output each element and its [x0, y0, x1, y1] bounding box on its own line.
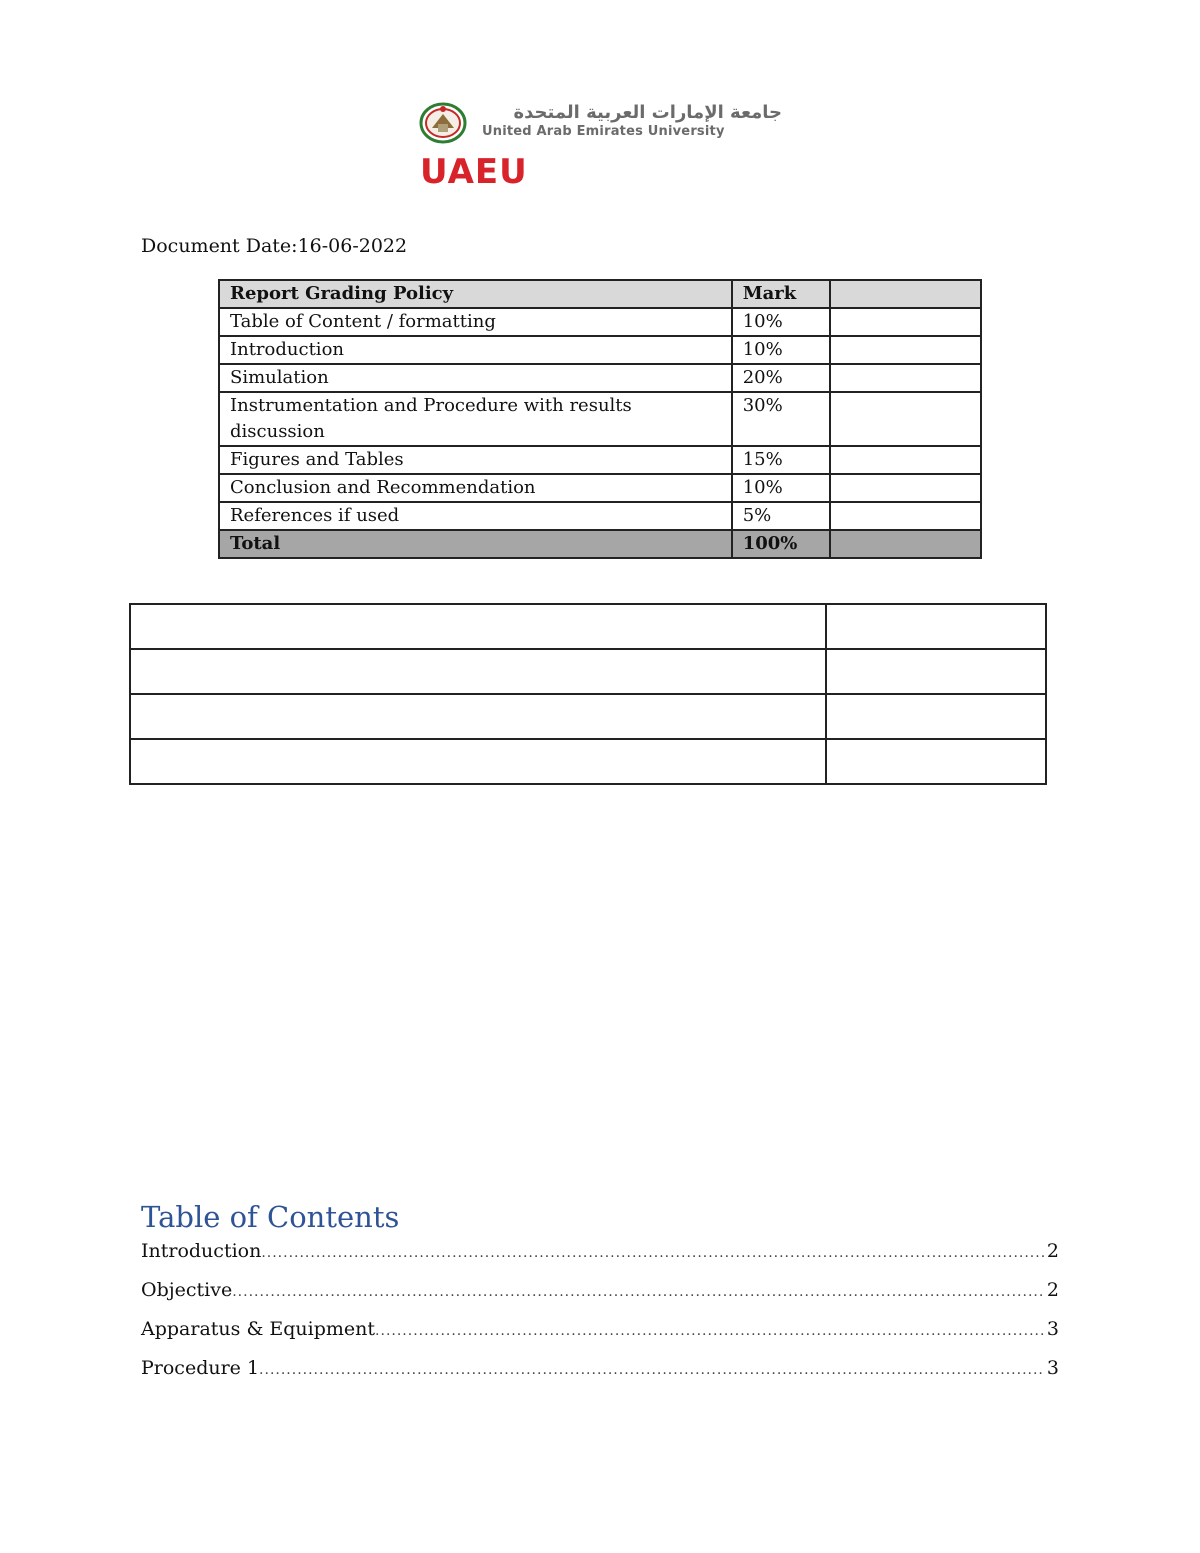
row-item: Conclusion and Recommendation	[219, 474, 732, 502]
toc-leader	[232, 1279, 1045, 1301]
row-score	[830, 364, 981, 392]
toc-entry-label: Objective	[141, 1279, 233, 1301]
table-row	[130, 694, 1046, 739]
table-total-row	[219, 530, 981, 558]
row-item: Instrumentation and Procedure with results discussion	[219, 392, 732, 446]
row-mark: 10%	[732, 474, 830, 502]
toc-entry[interactable]	[141, 1279, 1059, 1318]
table-row	[219, 364, 981, 392]
row-score	[830, 474, 981, 502]
logo-english-name: United Arab Emirates University	[482, 124, 725, 139]
toc-entry-page: 2	[1046, 1240, 1059, 1262]
header-mark: Mark	[732, 280, 830, 308]
table-row	[219, 474, 981, 502]
toc-entry-page: 3	[1046, 1318, 1059, 1340]
row-mark: 30%	[732, 392, 830, 446]
empty-cell	[826, 649, 1046, 694]
table-row	[219, 392, 981, 446]
row-score	[830, 392, 981, 446]
row-item: Simulation	[219, 364, 732, 392]
row-score	[830, 502, 981, 530]
empty-cell	[130, 604, 826, 649]
row-score	[830, 336, 981, 364]
logo-arabic-name: جامعة الإمارات العربية المتحدة	[513, 102, 782, 123]
toc-entry-label: Apparatus & Equipment	[141, 1318, 376, 1340]
toc-entry[interactable]	[141, 1318, 1059, 1357]
row-item: Introduction	[219, 336, 732, 364]
table-row	[219, 336, 981, 364]
total-score	[830, 530, 981, 558]
row-mark: 10%	[732, 336, 830, 364]
grading-policy-table	[218, 279, 982, 559]
total-label: Total	[219, 530, 732, 558]
toc-leader	[375, 1318, 1045, 1340]
header-score	[830, 280, 981, 308]
empty-cell	[130, 694, 826, 739]
row-score	[830, 308, 981, 336]
row-item: References if used	[219, 502, 732, 530]
empty-cell	[826, 694, 1046, 739]
table-row	[130, 604, 1046, 649]
row-mark: 10%	[732, 308, 830, 336]
table-of-contents	[141, 1240, 1059, 1396]
toc-entry[interactable]	[141, 1357, 1059, 1396]
toc-leader	[261, 1240, 1045, 1262]
row-mark: 15%	[732, 446, 830, 474]
empty-cell	[130, 649, 826, 694]
logo-acronym: UAEU	[420, 152, 528, 192]
table-row	[130, 649, 1046, 694]
table-row	[219, 502, 981, 530]
table-row	[130, 739, 1046, 784]
row-mark: 5%	[732, 502, 830, 530]
empty-cell	[826, 739, 1046, 784]
toc-entry-label: Introduction	[141, 1240, 262, 1262]
university-emblem-icon	[418, 102, 468, 144]
empty-cell	[130, 739, 826, 784]
header-policy: Report Grading Policy	[219, 280, 732, 308]
row-score	[830, 446, 981, 474]
toc-leader	[259, 1357, 1045, 1379]
table-header-row	[219, 280, 981, 308]
uaeu-logo	[416, 100, 796, 200]
document-date: Document Date:16-06-2022	[141, 235, 408, 257]
toc-entry-page: 2	[1046, 1279, 1059, 1301]
empty-cell	[826, 604, 1046, 649]
toc-entry[interactable]	[141, 1240, 1059, 1279]
toc-entry-page: 3	[1046, 1357, 1059, 1379]
toc-entry-label: Procedure 1	[141, 1357, 260, 1379]
row-item: Figures and Tables	[219, 446, 732, 474]
total-mark: 100%	[732, 530, 830, 558]
row-mark: 20%	[732, 364, 830, 392]
toc-title: Table of Contents	[141, 1200, 400, 1234]
table-row	[219, 308, 981, 336]
row-item: Table of Content / formatting	[219, 308, 732, 336]
empty-info-table	[129, 603, 1047, 785]
table-row	[219, 446, 981, 474]
